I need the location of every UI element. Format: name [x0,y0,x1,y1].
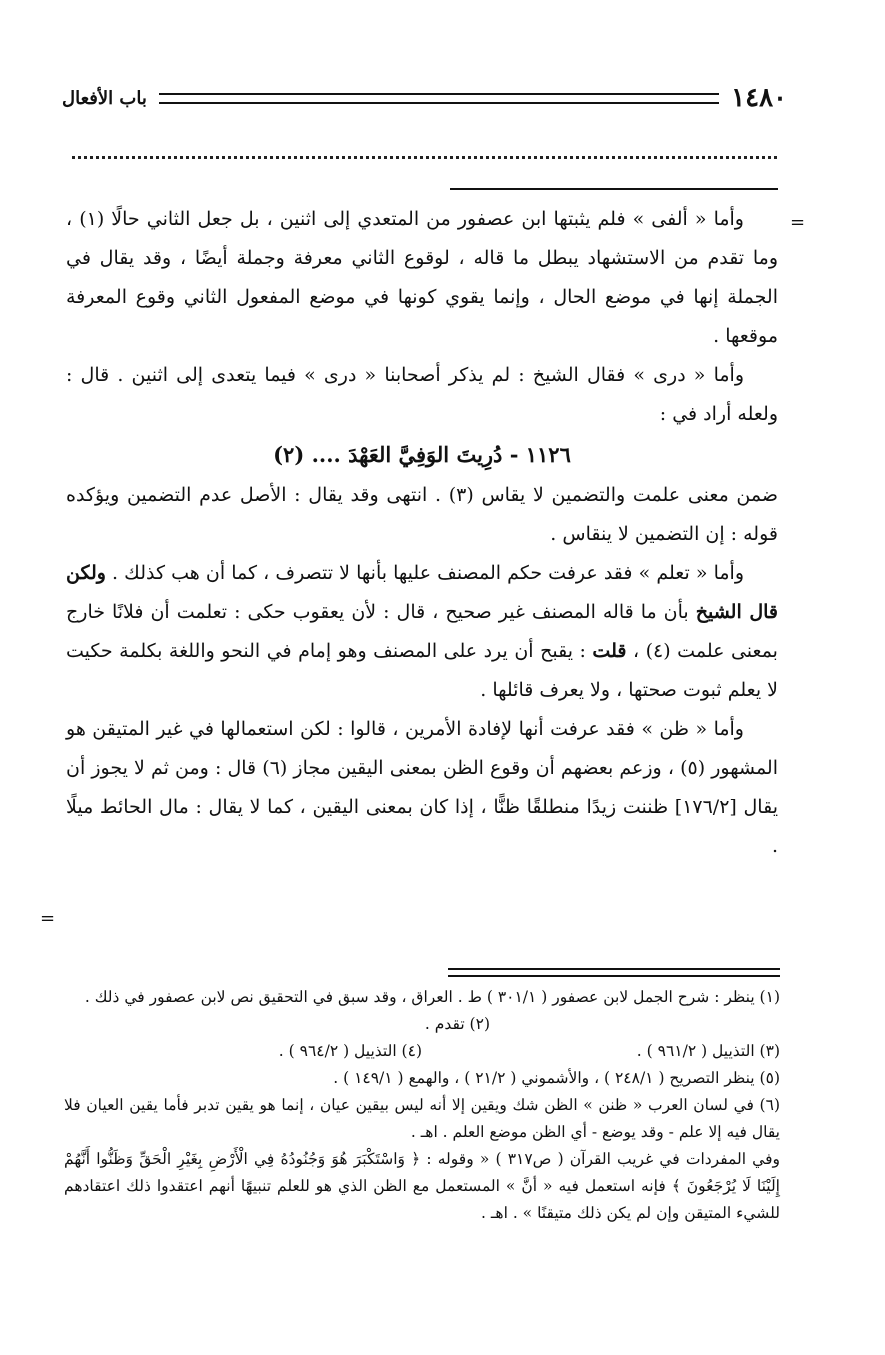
margin-mark-bottom: = [40,908,56,929]
paragraph-zanna: وأما « ظن » فقد عرفت أنها لإفادة الأمرين ، قالوا : لكن استعمالها في غير المتيقن هو المشهور (٥) ، وزعم بعضهم أن وقوع الظن بمعنى اليقين مجاز (٦) قال : ومن ثم لا يجوز أن يقال [١٧٦/٢] ظننت زيدًا منطلقًا ظنًّا ، إذا كان بمعنى اليقين ، كما لا يقال : مال الحائط ميلًا . [66,718,778,857]
taallam-bold-shaykh: ولكن قال الشيخ [66,562,778,623]
verse-1126: ١١٢٦ - دُرِيتَ الوَفِيَّ العَهْدَ .... (٢) [273,442,571,467]
taallam-text-c: : يقبح أن يرد على المصنف وهو إمام في النحو واللغة بكلمة حكيت لا يعلم ثبوت صحتها ، ولا يعرف قائلها . [66,640,778,701]
paragraph-taallam [66,554,778,710]
paragraph-alfa: وأما « ألفى » فلم يثبتها ابن عصفور من المتعدي إلى اثنين ، بل جعل الثاني حالًا (١) ، وما تقدم من الاستشهاد يبطل ما قاله ، لوقوع الثاني معرفة وجملة أيضًا ، وقد يقال في الجملة إنها في موضع الحال ، وإنما يقوي كونها في موضع المفعول الثاني وقوع المعرفة موقعها . [66,208,778,347]
footnote-6a: (٦) في لسان العرب « ظنن » الظن شك ويقين إلا أنه ليس بيقين عيان ، إنما هو يقين تدبر فأما يقين العيان فلا يقال فيه إلا علم - وقد يوضع - أي الظن موضع العلم . اهـ . [64,1096,780,1141]
page-number: ١٤٨٠ [731,83,787,113]
footnote-5: (٥) ينظر التصريح ( ٢٤٨/١ ) ، والأشموني ( ٢١/٢ ) ، والهمع ( ١٤٩/١ ) . [333,1069,780,1087]
footnote-row-3-4 [64,1038,780,1065]
dotted-separator [72,156,777,159]
footnote-1: (١) ينظر : شرح الجمل لابن عصفور ( ٣٠١/١ ) ط . العراق ، وقد سبق في التحقيق نص لابن عصفور في ذلك . [84,988,780,1006]
footnotes [64,984,780,1227]
header-rule [159,93,719,104]
footnote-3: (٣) التذييل ( ٩٦١/٢ ) . [636,1042,780,1060]
paragraph-tadmin: ضمن معنى علمت والتضمين لا يقاس (٣) . انتهى وقد يقال : الأصل عدم التضمين ويؤكده قوله : إن التضمين لا ينقاس . [66,484,779,545]
section-rule [450,188,778,190]
main-text [66,200,778,866]
footnote-2: (٢) تقدم . [424,1015,490,1033]
footnote-6b: وفي المفردات في غريب القرآن ( ص٣١٧ ) « وقوله : ﴿ وَاسْتَكْبَرَ هُوَ وَجُنُودُهُ فِي الْأَرْضِ بِغَيْرِ الْحَقِّ وَظَنُّوا أَنَّهُمْ إِلَيْنَا لَا يُرْجَعُونَ ﴾ فإنه استعمل فيه « أنَّ » المستعمل مع الظن الذي هو للعلم تنبيهًا أنهم اعتقدوا ذلك اعتقادهم للشيء المتيقن وإن لم يكن ذلك متيقنًا » . اهـ . [64,1150,780,1222]
footnote-rule [448,968,780,977]
footnote-4: (٤) التذييل ( ٩٦٤/٢ ) . [278,1042,422,1060]
taallam-bold-qultu: قلت [592,640,627,662]
taallam-text-a: وأما « تعلم » فقد عرفت حكم المصنف عليها بأنها لا تتصرف ، كما أن هب كذلك . [112,562,744,584]
margin-mark-top: = [790,212,806,233]
chapter-title: باب الأفعال [62,87,147,109]
page-header [62,80,787,116]
paragraph-dara: وأما « درى » فقال الشيخ : لم يذكر أصحابنا « درى » فيما يتعدى إلى اثنين . قال : ولعله أراد في : [66,364,778,425]
taallam-text-b: بأن ما قاله المصنف غير صحيح ، قال : لأن يعقوب حكى : تعلمت أن فلانًا خارج بمعنى علمت (٤) ، [66,601,778,662]
